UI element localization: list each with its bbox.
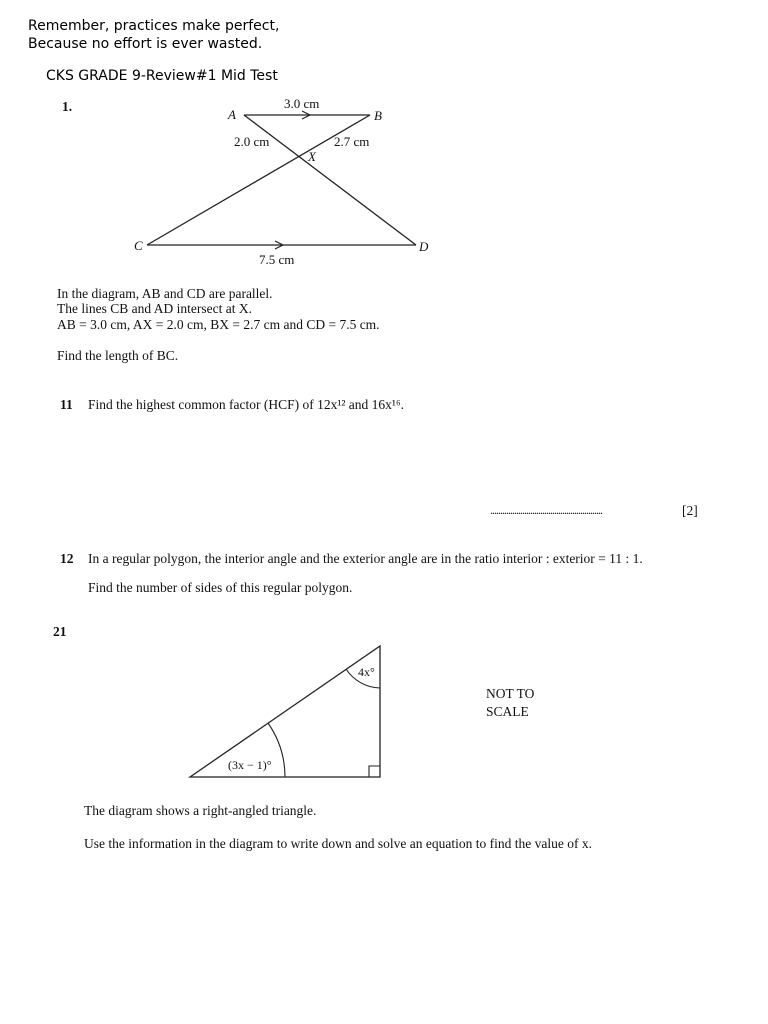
angle-bottom-label: (3x − 1)° xyxy=(228,758,272,772)
label-b: B xyxy=(374,108,382,123)
q12-number: 12 xyxy=(60,551,74,566)
q11-number: 11 xyxy=(60,397,73,412)
q1-text-line-1: In the diagram, AB and CD are parallel. xyxy=(57,286,273,301)
q21-text-line-2: Use the information in the diagram to write down and solve an equation to find the value of x. xyxy=(84,836,592,851)
q11-answer-line: ........................................................ xyxy=(490,503,602,517)
right-triangle xyxy=(190,646,380,777)
segment-ad xyxy=(244,115,416,245)
length-ab: 3.0 cm xyxy=(284,96,320,111)
q12-text-2: Find the number of sides of this regular polygon. xyxy=(88,580,353,595)
motto-line-2: Because no effort is ever wasted. xyxy=(28,36,263,52)
q11-marks: [2] xyxy=(682,503,698,518)
q1-text-line-4: Find the length of BC. xyxy=(57,348,179,363)
q11-text: Find the highest common factor (HCF) of 12x¹² and 16x¹⁶. xyxy=(88,397,405,412)
q12-text: In a regular polygon, the interior angle and the exterior angle are in the ratio interior : exterior = 11 : 1. xyxy=(88,551,643,566)
label-a: A xyxy=(228,107,236,122)
q1-text-line-2: The lines CB and AD intersect at X. xyxy=(57,301,252,316)
q1-number: 1. xyxy=(62,99,73,114)
label-d: D xyxy=(419,239,429,254)
length-bx: 2.7 cm xyxy=(334,134,370,149)
label-x: X xyxy=(308,149,316,164)
right-angle-mark-icon xyxy=(369,766,380,777)
label-c: C xyxy=(134,238,143,253)
angle-top-label: 4x° xyxy=(358,665,375,679)
q1-diagram xyxy=(120,90,450,270)
motto-line-1: Remember, practices make perfect, xyxy=(28,18,280,34)
q21-triangle-diagram xyxy=(180,638,400,788)
length-ax: 2.0 cm xyxy=(234,134,270,149)
not-to-scale-line-1: NOT TO xyxy=(486,686,535,701)
test-title: CKS GRADE 9-Review#1 Mid Test xyxy=(46,68,278,84)
q21-text-line-1: The diagram shows a right-angled triangle. xyxy=(84,803,317,818)
length-cd: 7.5 cm xyxy=(259,252,295,267)
q1-text-line-3: AB = 3.0 cm, AX = 2.0 cm, BX = 2.7 cm and CD = 7.5 cm. xyxy=(57,317,380,332)
not-to-scale-line-2: SCALE xyxy=(486,704,529,719)
q21-number: 21 xyxy=(53,624,67,639)
